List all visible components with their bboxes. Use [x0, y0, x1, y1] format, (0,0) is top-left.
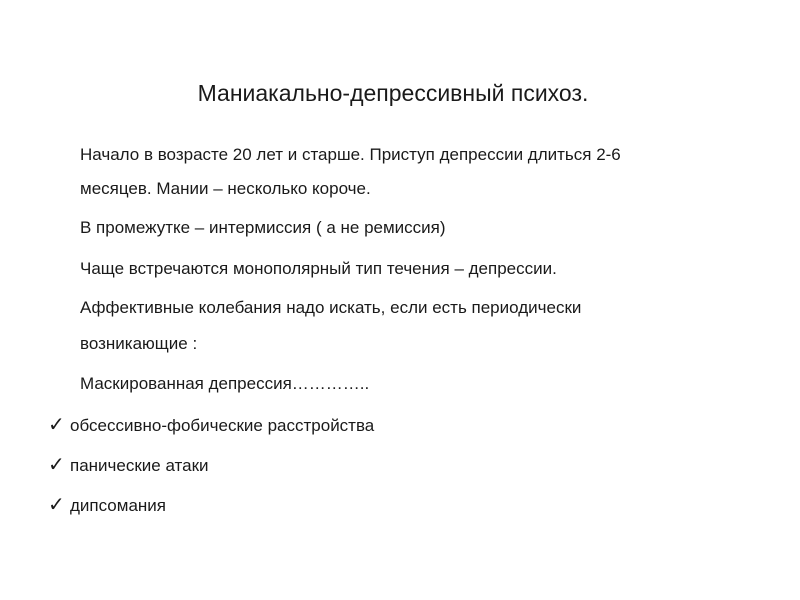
check-item-label: дипсомания — [70, 496, 166, 515]
check-item-label: панические атаки — [70, 456, 209, 475]
check-item-obsessive — [48, 406, 374, 444]
check-mark-icon: ✓ — [48, 452, 65, 476]
text-line-affective: Аффективные колебания надо искать, если есть периодически — [80, 298, 582, 317]
text-line-recurring: возникающие : — [80, 334, 198, 353]
check-mark-icon: ✓ — [48, 412, 65, 436]
check-item-dipsomania — [48, 486, 166, 524]
check-item-panic — [48, 446, 209, 484]
text-line-monopolar: Чаще встречаются монополярный тип течения – депрессии. — [80, 259, 557, 278]
text-line-onset: Начало в возрасте 20 лет и старше. Приступ депрессии длиться 2-6 — [80, 145, 621, 164]
check-item-label: обсессивно-фобические расстройства — [70, 416, 375, 435]
check-mark-icon: ✓ — [48, 492, 65, 516]
text-line-mania: месяцев. Мании – несколько короче. — [80, 179, 371, 198]
text-line-masked-depression: Маскированная депрессия………….. — [80, 374, 370, 393]
slide-title: Маниакально-депрессивный психоз. — [197, 80, 589, 106]
text-line-intermission: В промежутке – интермиссия ( а не ремиссия) — [80, 218, 446, 237]
